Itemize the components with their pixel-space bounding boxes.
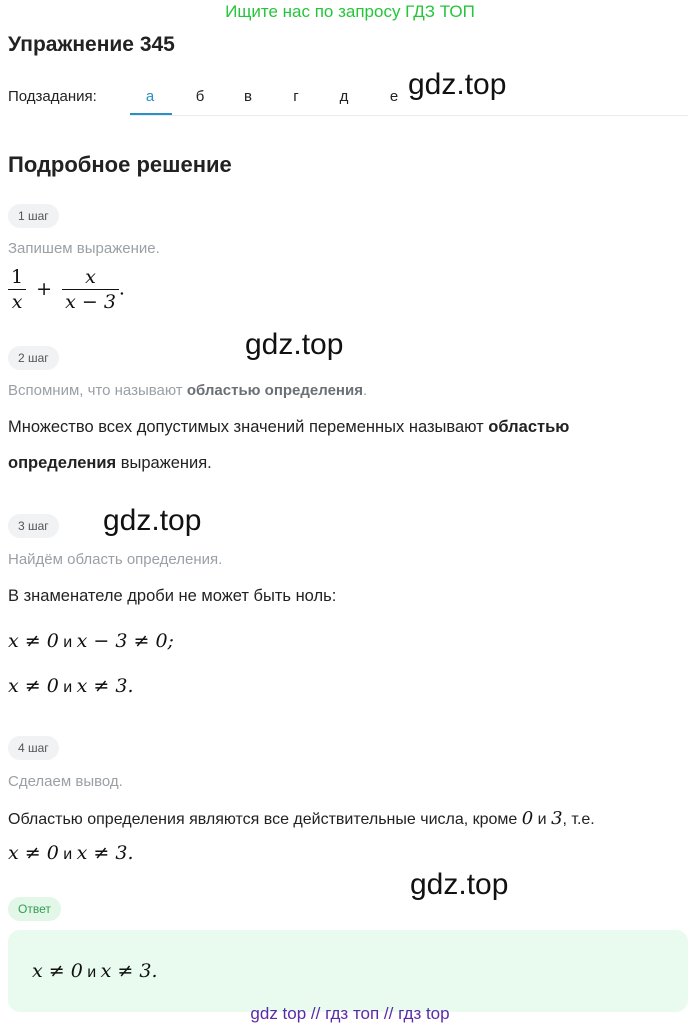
frac-numerator: 1 — [8, 265, 26, 290]
step-2-line-1 — [8, 418, 569, 437]
math-expr: x ≠ 0 — [8, 630, 59, 652]
body-text: Множество всех допустимых значений переменных называют — [8, 418, 489, 436]
math-expr: x ≠ 3. — [76, 675, 134, 697]
conjunction: и — [58, 679, 77, 696]
watermark: gdz.top — [408, 68, 507, 101]
subtasks-label: Подзадания: — [8, 88, 97, 105]
step-4-hint: Сделаем вывод. — [8, 773, 123, 790]
math-expr: x ≠ 3. — [76, 842, 134, 864]
step-3-text: В знаменателе дроби не может быть ноль: — [8, 587, 337, 605]
fraction-x-over-x-minus-3 — [62, 265, 119, 314]
frac-denominator: x — [11, 291, 23, 313]
step-1-hint: Запишем выражение. — [8, 240, 160, 257]
number-zero: 0 — [521, 808, 534, 829]
hint-bold: областью определения — [186, 382, 363, 399]
watermark: gdz.top — [245, 328, 344, 361]
step-2-line-2 — [8, 454, 212, 473]
conjunction: и — [533, 811, 552, 828]
watermark: gdz.top — [103, 504, 202, 537]
math-expr: x ≠ 3. — [100, 960, 158, 982]
plus-sign: + — [36, 277, 53, 300]
number-three: 3 — [551, 808, 563, 829]
watermark: gdz.top — [410, 868, 509, 901]
step-4-badge: 4 шаг — [8, 736, 59, 760]
math-expr: x ≠ 0 — [8, 675, 59, 697]
formula-period: . — [118, 277, 125, 300]
conjunction: и — [82, 964, 101, 981]
hint-text: . — [362, 382, 368, 399]
tab-d[interactable]: д — [339, 88, 349, 105]
tabs-divider — [130, 115, 688, 116]
conjunction: и — [58, 846, 77, 863]
math-expr: x − 3 ≠ 0; — [76, 630, 174, 652]
page-title: Упражнение 345 — [8, 33, 175, 56]
footer-links: gdz top // гдз топ // гдз top — [250, 1004, 450, 1023]
tab-a[interactable]: а — [145, 88, 155, 105]
body-text: выражения. — [116, 454, 212, 472]
step-1-formula — [8, 265, 125, 314]
tab-v[interactable]: в — [244, 88, 252, 105]
tab-b[interactable]: б — [195, 88, 205, 105]
step-3-badge: 3 шаг — [8, 514, 59, 538]
fraction-1-over-x — [8, 265, 26, 314]
hint-text: Вспомним, что называют — [8, 382, 187, 399]
body-bold: определения — [8, 454, 117, 472]
frac-numerator: x — [62, 265, 119, 290]
top-banner: Ищите нас по запросу ГДЗ ТОП — [225, 2, 475, 21]
answer-badge: Ответ — [8, 897, 61, 921]
step-2-badge: 2 шаг — [8, 346, 59, 370]
tab-g[interactable]: г — [293, 88, 299, 105]
conjunction: и — [58, 634, 77, 651]
body-text: Областью определения являются все действительные числа, кроме — [8, 811, 522, 828]
body-text: , т.е. — [562, 811, 595, 828]
step-4-text — [8, 808, 595, 829]
math-expr: x ≠ 0 — [32, 960, 83, 982]
math-expr: x ≠ 0 — [8, 842, 59, 864]
step-4-math — [8, 842, 133, 864]
tab-e[interactable]: е — [389, 88, 399, 105]
body-bold: областью — [488, 418, 570, 436]
step-3-math-2 — [8, 675, 133, 697]
step-3-hint: Найдём область определения. — [8, 551, 223, 568]
step-1-badge: 1 шаг — [8, 204, 59, 228]
solution-title: Подробное решение — [8, 152, 232, 177]
answer-math — [32, 960, 157, 982]
frac-denominator: x − 3 — [65, 291, 116, 313]
step-3-math-1 — [8, 630, 174, 652]
step-2-hint — [8, 382, 367, 399]
